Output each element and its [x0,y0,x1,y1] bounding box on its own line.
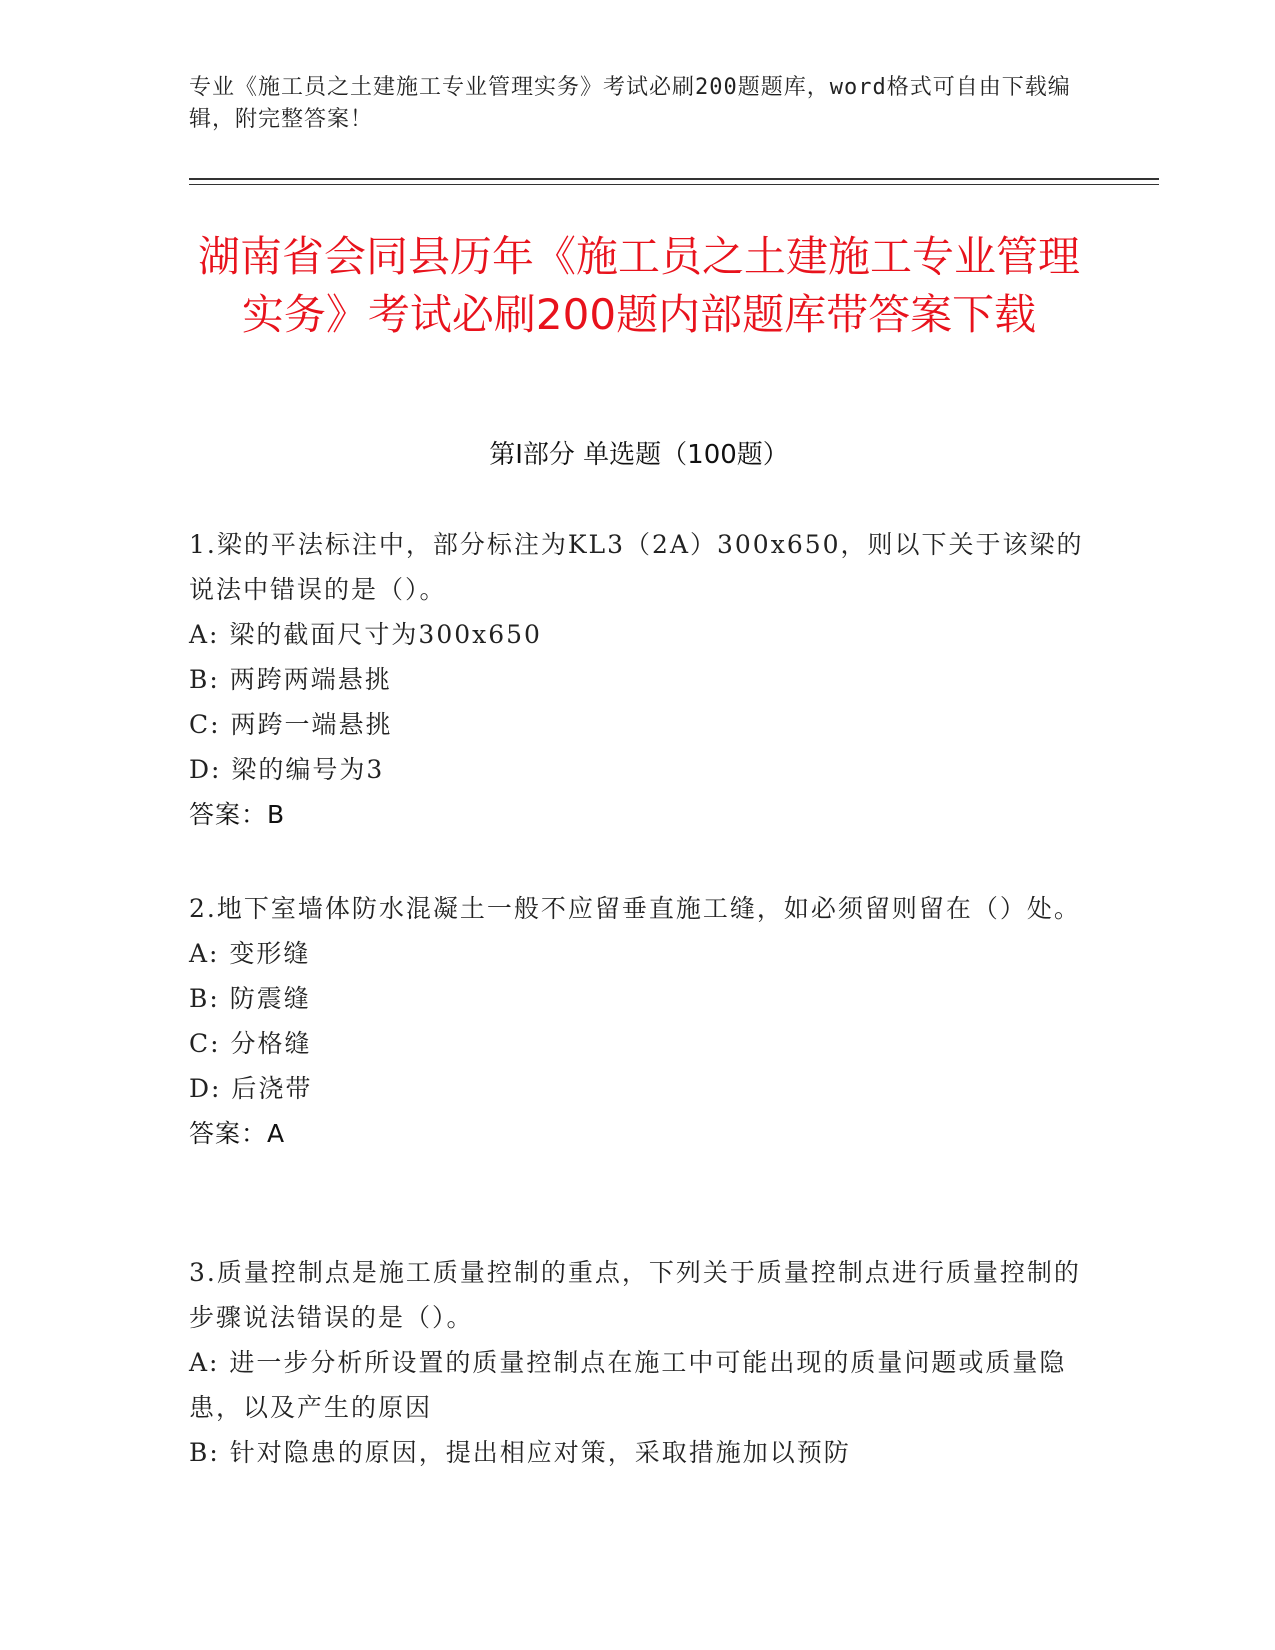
option-a: A: 变形缝 [189,939,311,968]
option-a: A: 进一步分析所设置的质量控制点在施工中可能出现的质量问题或质量隐患，以及产生的原因 [189,1348,1067,1422]
question-3 [189,1250,1089,1475]
option-c: C: 分格缝 [189,1029,312,1058]
option-c: C: 两跨一端悬挑 [189,710,393,739]
header-note: 专业《施工员之土建施工专业管理实务》考试必刷200题题库，word格式可自由下载编辑，附完整答案！ [189,75,1071,132]
option-b: B: 针对隐患的原因，提出相应对策，采取措施加以预防 [189,1438,851,1467]
header-divider [189,178,1159,180]
option-d: D: 后浇带 [189,1074,313,1103]
option-a: A: 梁的截面尺寸为300x650 [189,620,542,649]
question-text: 3.质量控制点是施工质量控制的重点，下列关于质量控制点进行质量控制的步骤说法错误的是（）。 [189,1258,1081,1332]
option-b: B: 防震缝 [189,984,311,1013]
section-title: 第Ⅰ部分 单选题（100题） [489,440,789,470]
header-divider-thin [189,184,1159,185]
answer-text: 答案：B [189,800,286,829]
option-b: B: 两跨两端悬挑 [189,665,392,694]
question-2 [189,886,1089,1156]
question-1 [189,522,1089,837]
question-text: 2.地下室墙体防水混凝土一般不应留垂直施工缝，如必须留则留在（）处。 [189,894,1081,923]
question-text: 1.梁的平法标注中，部分标注为KL3（2A）300x650，则以下关于该梁的说法中错误的是（）。 [189,530,1084,604]
document-title: 湖南省会同县历年《施工员之土建施工专业管理实务》考试必刷200题内部题库带答案下载 [197,232,1080,339]
answer-text: 答案：A [189,1119,286,1148]
option-d: D: 梁的编号为3 [189,755,385,784]
